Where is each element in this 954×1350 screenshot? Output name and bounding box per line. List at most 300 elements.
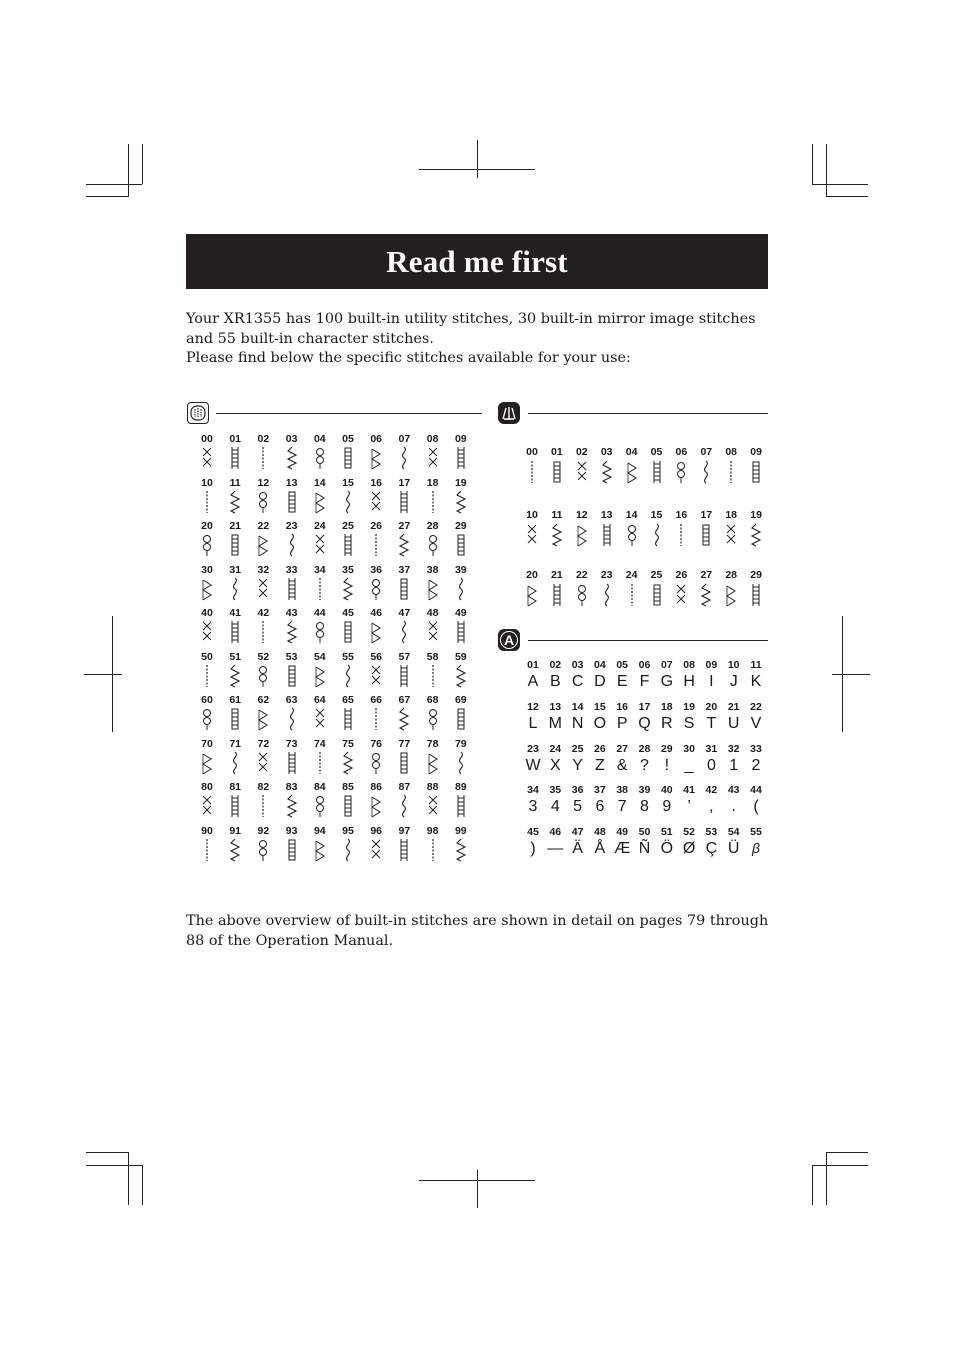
character-stitch-glyph: P [616, 715, 628, 732]
mirror-stitch-number: 29 [750, 569, 762, 581]
utility-stitch-number: 19 [454, 476, 467, 489]
utility-stitch-icon-90 [200, 838, 214, 862]
utility-stitch-number: 49 [454, 607, 467, 619]
utility-stitch-number: 45 [342, 607, 354, 619]
utility-stitch-icon-18 [426, 490, 440, 514]
mirror-stitch-number: 06 [675, 446, 688, 458]
utility-stitch-number: 24 [313, 520, 326, 532]
utility-stitch-number: 05 [342, 433, 354, 445]
utility-stitch-icon-60 [200, 707, 214, 731]
utility-stitch-icon-62 [256, 707, 270, 731]
utility-stitch-number: 28 [426, 520, 439, 532]
utility-stitch-number: 64 [313, 694, 326, 706]
character-stitch-glyph: W [525, 757, 541, 774]
utility-stitch-icon-47 [397, 620, 411, 644]
character-stitch-glyph: G [660, 673, 674, 690]
utility-stitch-icon-40 [200, 620, 214, 644]
character-stitch-glyph: 0 [706, 757, 716, 774]
mirror-stitch-number: 10 [526, 509, 538, 521]
utility-stitch-number: 67 [398, 694, 411, 706]
mirror-stitch-icon-02 [575, 460, 589, 484]
character-stitch-glyph: 4 [550, 798, 560, 815]
utility-stitch-icon-51 [228, 664, 242, 688]
utility-stitch-icon-92 [256, 838, 270, 862]
utility-stitch-icon-71 [228, 751, 242, 775]
mirror-stitch-icon-04 [625, 460, 639, 484]
mirror-stitch-icon-23 [600, 583, 614, 607]
utility-stitch-icon-19 [454, 490, 468, 514]
character-stitch-glyph: _ [684, 757, 694, 774]
utility-stitch-number: 14 [313, 476, 326, 489]
utility-stitch-number: 21 [229, 520, 242, 532]
utility-stitch-icon-37 [397, 577, 411, 601]
mirror-stitch-icon-03 [600, 460, 614, 484]
utility-stitch-icon-85 [341, 794, 355, 818]
utility-stitch-number: 44 [313, 607, 326, 619]
character-stitch-number: 21 [727, 701, 740, 713]
utility-stitch-number: 54 [313, 650, 326, 663]
utility-stitch-number: 03 [285, 433, 298, 445]
mirror-stitch-number: 23 [600, 569, 613, 581]
utility-stitch-icon-78 [426, 751, 440, 775]
character-stitch-glyph: Ç [705, 840, 718, 857]
utility-stitch-number: 10 [201, 476, 213, 489]
utility-stitch-number: 22 [257, 520, 270, 532]
utility-stitch-number: 15 [342, 476, 354, 489]
character-stitch-number: 20 [705, 701, 718, 713]
utility-stitch-icon-36 [369, 577, 383, 601]
utility-stitch-number: 50 [201, 650, 213, 663]
utility-stitch-icon-33 [285, 577, 299, 601]
character-stitch-number: 28 [638, 743, 651, 755]
character-stitch-glyph: M [548, 715, 562, 732]
utility-stitch-icon-25 [341, 533, 355, 557]
utility-stitch-number: 56 [370, 650, 383, 663]
utility-stitch-icon-54 [313, 664, 327, 688]
utility-stitch-icon-94 [313, 838, 327, 862]
character-stitch-number: 40 [660, 784, 673, 796]
utility-stitch-number: 12 [257, 476, 270, 489]
utility-stitch-icon-65 [341, 707, 355, 731]
utility-stitch-icon-16 [369, 490, 383, 514]
utility-stitch-icon-84 [313, 794, 327, 818]
utility-stitch-icon-34 [313, 577, 327, 601]
utility-stitch-number: 41 [229, 607, 242, 619]
character-stitch-glyph: ( [753, 798, 759, 815]
utility-stitch-icon-95 [341, 838, 355, 862]
utility-stitch-icon-70 [200, 751, 214, 775]
mirror-stitch-number: 28 [725, 569, 738, 581]
mirror-stitch-icon-01 [550, 460, 564, 484]
utility-stitch-number: 77 [398, 737, 411, 750]
utility-stitch-icon-50 [200, 664, 214, 688]
mirror-stitch-number: 18 [725, 509, 738, 521]
utility-stitch-number: 55 [342, 650, 354, 663]
utility-stitch-number: 11 [229, 476, 241, 489]
utility-stitch-number: 09 [454, 433, 467, 445]
utility-stitch-icon-01 [228, 446, 242, 470]
utility-stitch-number: 38 [426, 563, 439, 576]
character-stitch-number: 42 [705, 784, 718, 796]
utility-stitch-number: 20 [201, 520, 213, 532]
mirror-stitch-number: 02 [575, 446, 588, 458]
mirror-stitch-icon-20 [525, 583, 539, 607]
mirror-stitch-icon-16 [674, 523, 688, 547]
utility-stitch-icon [187, 402, 209, 424]
utility-stitch-icon-67 [397, 707, 411, 731]
utility-stitch-number: 39 [454, 563, 467, 576]
character-stitch-number: 11 [750, 659, 762, 671]
character-stitch-glyph: F [639, 673, 650, 690]
character-stitch-number: 14 [571, 701, 584, 713]
character-stitch-glyph: β [752, 840, 760, 856]
utility-stitch-number: 43 [285, 607, 298, 619]
character-stitch-glyph: Ö [660, 840, 674, 857]
mirror-stitch-number: 03 [600, 446, 613, 458]
character-stitch-glyph: O [593, 715, 607, 732]
utility-stitch-number: 46 [370, 607, 383, 619]
utility-stitch-number: 84 [313, 781, 326, 793]
utility-stitch-number: 65 [342, 694, 354, 706]
character-stitch-number: 55 [750, 826, 762, 838]
utility-stitch-number: 51 [229, 650, 242, 663]
utility-stitch-icon-73 [285, 751, 299, 775]
utility-stitch-icon-56 [369, 664, 383, 688]
character-stitch-number: 19 [683, 701, 695, 713]
utility-stitch-icon-45 [341, 620, 355, 644]
utility-stitch-number: 40 [201, 607, 213, 619]
mirror-stitch-number: 21 [551, 569, 563, 581]
character-stitch-number: 06 [638, 659, 651, 671]
utility-stitch-number: 92 [257, 824, 270, 837]
character-icon-label: A [500, 631, 518, 649]
character-stitch-number: 05 [616, 659, 629, 671]
mirror-stitch-icon-08 [724, 460, 738, 484]
character-stitch-number: 39 [638, 784, 651, 796]
utility-stitch-icon-39 [454, 577, 468, 601]
mirror-stitch-icon-24 [625, 583, 639, 607]
character-stitch-glyph: 7 [617, 798, 627, 815]
utility-stitch-number: 80 [201, 781, 213, 793]
utility-stitch-icon-07 [397, 446, 411, 470]
mirror-stitch-number: 05 [650, 446, 663, 458]
utility-stitch-icon-99 [454, 838, 468, 862]
character-stitch-number: 48 [594, 826, 606, 838]
utility-stitch-number: 68 [426, 694, 439, 706]
character-stitch-glyph: & [616, 757, 628, 774]
utility-stitch-icon-43 [285, 620, 299, 644]
utility-stitch-icon-26 [369, 533, 383, 557]
character-stitch-glyph: Q [638, 715, 651, 732]
character-stitch-number: 26 [594, 743, 606, 755]
utility-stitch-icon-22 [256, 533, 270, 557]
utility-stitch-number: 07 [398, 433, 411, 445]
utility-stitch-number: 81 [229, 781, 242, 793]
character-stitch-glyph: T [706, 715, 717, 732]
character-stitch-number: 46 [549, 826, 562, 838]
character-stitch-number: 53 [705, 826, 718, 838]
utility-stitch-icon-61 [228, 707, 242, 731]
character-stitch-number: 34 [527, 784, 539, 796]
utility-stitch-number: 78 [426, 737, 439, 750]
utility-stitch-number: 06 [370, 433, 383, 445]
utility-stitch-icon-10 [200, 490, 214, 514]
utility-stitch-number: 33 [285, 563, 298, 576]
mirror-stitch-icon-21 [550, 583, 564, 607]
utility-stitch-number: 66 [370, 694, 383, 706]
utility-stitch-icon-31 [228, 577, 242, 601]
character-stitch-number: 27 [616, 743, 629, 755]
utility-section-rule [216, 413, 482, 414]
mirror-stitch-number: 17 [700, 509, 713, 521]
utility-stitch-number: 04 [313, 433, 326, 445]
mirror-stitch-number: 22 [575, 569, 588, 581]
utility-stitch-icon-74 [313, 751, 327, 775]
character-stitch-number: 31 [705, 743, 718, 755]
utility-stitch-icon-20 [200, 533, 214, 557]
utility-stitch-number: 29 [454, 520, 467, 532]
character-stitch-glyph: S [683, 715, 695, 732]
utility-stitch-number: 35 [342, 563, 354, 576]
character-stitch-glyph: 5 [573, 798, 583, 815]
character-stitch-number: 54 [727, 826, 740, 838]
utility-stitch-icon-42 [256, 620, 270, 644]
utility-stitch-icon-86 [369, 794, 383, 818]
utility-stitch-number: 95 [342, 824, 354, 837]
utility-stitch-number: 26 [370, 520, 383, 532]
utility-stitch-icon-24 [313, 533, 327, 557]
utility-stitch-number: 48 [426, 607, 439, 619]
character-stitch-glyph: ) [530, 840, 536, 857]
utility-stitch-number: 02 [257, 433, 270, 445]
mirror-stitch-number: 15 [650, 509, 663, 521]
utility-stitch-number: 53 [285, 650, 298, 663]
utility-stitch-icon-63 [285, 707, 299, 731]
mirror-stitch-number: 09 [750, 446, 762, 458]
character-stitch-glyph: Æ [614, 840, 631, 857]
character-stitch-icon [498, 629, 520, 651]
utility-stitch-number: 85 [342, 781, 354, 793]
mirror-stitch-number: 08 [725, 446, 738, 458]
utility-stitch-number: 76 [370, 737, 383, 750]
utility-stitch-icon-55 [341, 664, 355, 688]
utility-stitch-icon-82 [256, 794, 270, 818]
character-stitch-number: 47 [571, 826, 584, 838]
utility-stitch-icon-29 [454, 533, 468, 557]
utility-stitch-number: 17 [398, 476, 411, 489]
character-stitch-glyph: Ü [727, 840, 740, 857]
utility-stitch-number: 00 [201, 433, 213, 445]
utility-stitch-icon-11 [228, 490, 242, 514]
utility-stitch-number: 18 [426, 476, 439, 489]
mirror-stitch-number: 27 [700, 569, 713, 581]
character-stitch-glyph: ’ [687, 798, 691, 815]
character-stitch-glyph: N [571, 715, 584, 732]
utility-stitch-number: 34 [313, 563, 326, 576]
character-stitch-glyph: 6 [595, 798, 605, 815]
mirror-stitch-icon-19 [749, 523, 763, 547]
character-stitch-number: 33 [750, 743, 762, 755]
utility-stitch-icon-17 [397, 490, 411, 514]
mirror-stitch-icon-22 [575, 583, 589, 607]
character-stitch-glyph: ! [664, 757, 670, 774]
utility-stitch-number: 73 [285, 737, 298, 750]
utility-stitch-icon-75 [341, 751, 355, 775]
utility-stitch-number: 87 [398, 781, 411, 793]
mirror-stitch-icon-29 [749, 583, 763, 607]
utility-stitch-number: 57 [398, 650, 411, 663]
mirror-stitch-icon-28 [724, 583, 738, 607]
utility-stitch-number: 75 [342, 737, 354, 750]
utility-stitch-icon-80 [200, 794, 214, 818]
character-stitch-number: 41 [683, 784, 695, 796]
utility-stitch-number: 94 [313, 824, 326, 837]
mirror-stitch-number: 25 [650, 569, 663, 581]
mirror-stitch-number: 11 [551, 509, 563, 521]
utility-stitch-number: 82 [257, 781, 270, 793]
character-stitch-number: 36 [571, 784, 584, 796]
character-stitch-glyph: 9 [662, 798, 672, 815]
utility-stitch-icon-64 [313, 707, 327, 731]
utility-stitch-icon-09 [454, 446, 468, 470]
character-stitch-number: 07 [660, 659, 673, 671]
character-stitch-glyph: X [549, 757, 561, 774]
mirror-stitch-number: 00 [526, 446, 538, 458]
character-stitch-number: 09 [705, 659, 718, 671]
utility-stitch-number: 36 [370, 563, 383, 576]
utility-stitch-number: 31 [229, 563, 242, 576]
utility-stitch-number: 71 [229, 737, 242, 750]
utility-stitch-number: 47 [398, 607, 411, 619]
mirror-stitch-icon-05 [650, 460, 664, 484]
utility-stitch-icon-27 [397, 533, 411, 557]
character-stitch-glyph: . [731, 798, 736, 815]
mirror-stitch-icon-14 [625, 523, 639, 547]
character-stitch-glyph: Ä [572, 840, 583, 857]
mirror-stitch-number: 13 [600, 509, 613, 521]
intro-text [186, 310, 776, 369]
character-stitch-glyph: V [750, 715, 762, 732]
utility-stitch-icon-12 [256, 490, 270, 514]
utility-stitch-number: 62 [257, 694, 270, 706]
utility-stitch-number: 70 [201, 737, 213, 750]
utility-stitch-icon-87 [397, 794, 411, 818]
mirror-stitch-icon-13 [600, 523, 614, 547]
utility-stitch-icon-23 [285, 533, 299, 557]
character-stitch-glyph: 3 [528, 798, 538, 815]
utility-stitch-icon-14 [313, 490, 327, 514]
mirror-stitch-icon-25 [650, 583, 664, 607]
utility-stitch-icon-76 [369, 751, 383, 775]
mirror-stitch-icon-10 [525, 523, 539, 547]
character-stitch-glyph: D [594, 673, 606, 690]
utility-stitch-icon-72 [256, 751, 270, 775]
mirror-stitch-icon-17 [699, 523, 713, 547]
character-section-rule [528, 640, 768, 641]
utility-stitch-number: 52 [257, 650, 270, 663]
character-stitch-number: 10 [727, 659, 740, 671]
character-stitch-glyph: C [571, 673, 584, 690]
character-stitch-number: 35 [549, 784, 562, 796]
utility-stitch-icon-88 [426, 794, 440, 818]
utility-stitch-icon-97 [397, 838, 411, 862]
utility-stitch-icon-30 [200, 577, 214, 601]
mirror-stitch-icon-00 [525, 460, 539, 484]
character-stitch-number: 18 [660, 701, 673, 713]
character-stitch-glyph: H [683, 673, 695, 690]
utility-stitch-icon-13 [285, 490, 299, 514]
character-stitch-glyph: Y [572, 757, 583, 774]
utility-stitch-number: 97 [398, 824, 411, 837]
character-stitch-number: 17 [638, 701, 651, 713]
mirror-stitch-icon-06 [674, 460, 688, 484]
utility-stitch-number: 23 [285, 520, 298, 532]
character-stitch-number: 52 [683, 826, 695, 838]
character-stitch-glyph: J [729, 673, 738, 690]
character-stitch-glyph: 1 [729, 757, 739, 774]
utility-stitch-icon-83 [285, 794, 299, 818]
character-stitch-glyph: Ø [682, 840, 696, 857]
utility-stitch-number: 58 [426, 650, 439, 663]
utility-stitch-number: 37 [398, 563, 411, 576]
utility-stitch-number: 25 [342, 520, 354, 532]
mirror-stitch-icon-11 [550, 523, 564, 547]
utility-stitch-number: 99 [454, 824, 467, 837]
footer-note: The above overview of built-in stitches are shown in detail on pages 79 through 88 of the Operation Manual. [186, 913, 769, 949]
utility-stitch-icon-05 [341, 446, 355, 470]
utility-stitch-icon-32 [256, 577, 270, 601]
character-stitch-glyph: A [527, 673, 539, 690]
utility-stitch-icon-00 [200, 446, 214, 470]
utility-stitch-icon-06 [369, 446, 383, 470]
character-stitch-number: 04 [594, 659, 606, 671]
mirror-stitch-icon-18 [724, 523, 738, 547]
character-stitch-number: 12 [527, 701, 539, 713]
mirror-stitch-icon-07 [699, 460, 713, 484]
utility-stitch-icon-35 [341, 577, 355, 601]
utility-stitch-icon-52 [256, 664, 270, 688]
utility-stitch-number: 90 [201, 824, 213, 837]
character-stitch-number: 02 [549, 659, 562, 671]
mirror-stitch-icon [498, 402, 520, 424]
character-stitch-number: 37 [594, 784, 606, 796]
utility-stitch-icon-44 [313, 620, 327, 644]
utility-stitch-icon-89 [454, 794, 468, 818]
character-stitch-number: 13 [549, 701, 562, 713]
character-stitch-number: 03 [571, 659, 584, 671]
utility-stitch-number: 13 [285, 476, 298, 489]
utility-stitch-icon-03 [285, 446, 299, 470]
utility-stitch-number: 16 [370, 476, 383, 489]
utility-stitch-number: 01 [229, 433, 242, 445]
character-stitch-glyph: B [549, 673, 561, 690]
character-stitch-number: 22 [750, 701, 762, 713]
utility-stitch-number: 59 [454, 650, 467, 663]
utility-stitch-icon-15 [341, 490, 355, 514]
page-title: Read me first [386, 243, 568, 279]
mirror-stitch-number: 16 [675, 509, 688, 521]
mirror-stitch-icon-27 [699, 583, 713, 607]
mirror-stitch-number: 14 [625, 509, 638, 521]
utility-stitch-number: 69 [454, 694, 467, 706]
utility-stitch-icon-21 [228, 533, 242, 557]
utility-stitch-number: 86 [370, 781, 383, 793]
utility-stitch-icon-41 [228, 620, 242, 644]
mirror-stitch-number: 12 [575, 509, 588, 521]
character-stitch-number: 32 [727, 743, 740, 755]
utility-stitch-number: 32 [257, 563, 270, 576]
utility-stitch-icon-49 [454, 620, 468, 644]
